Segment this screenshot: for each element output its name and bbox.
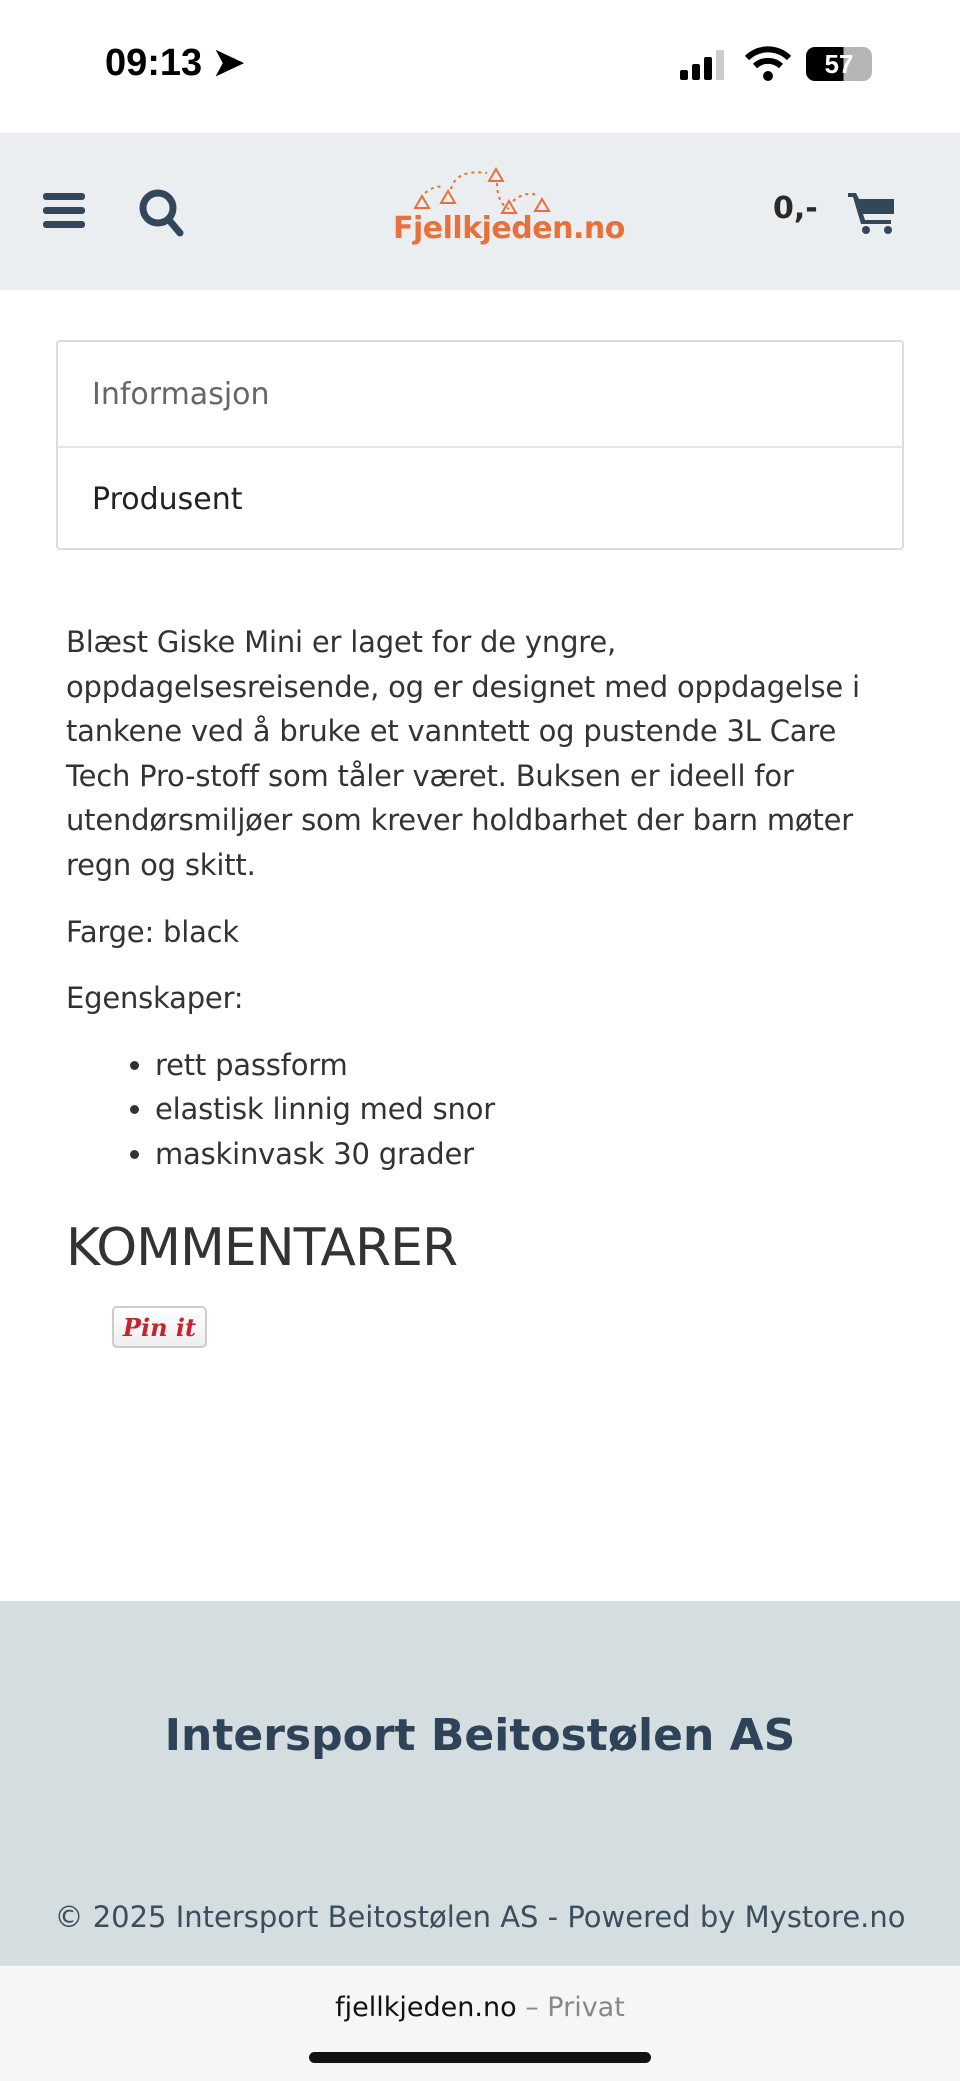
private-mode-label: Privat — [547, 1992, 625, 2023]
cart-total[interactable]: 0,- — [773, 191, 818, 226]
pinterest-pin-button[interactable]: Pin it — [112, 1306, 207, 1348]
wifi-icon — [745, 46, 791, 82]
tab-produsent[interactable]: Produsent — [58, 446, 902, 550]
feature-item: • rett passform — [155, 1043, 906, 1088]
browser-bar — [0, 1965, 960, 2081]
footer-title: Intersport Beitostølen AS — [164, 1710, 796, 1761]
logo-mountains-icon — [385, 163, 595, 218]
site-header — [0, 133, 960, 290]
logo-text: Fjellkjeden.no — [393, 211, 625, 246]
footer-copyright: © 2025 Intersport Beitostølen AS - Powered by Mystore.no — [54, 1900, 906, 1934]
menu-icon[interactable] — [43, 193, 85, 229]
site-logo[interactable] — [385, 163, 625, 253]
product-tabs — [56, 340, 904, 550]
status-bar — [0, 0, 960, 133]
features-list — [155, 1043, 906, 1177]
search-icon[interactable] — [138, 188, 186, 238]
time-text: 09:13 — [105, 42, 203, 84]
battery-level: 57 — [824, 49, 854, 79]
tab-informasjon[interactable]: Informasjon — [92, 376, 270, 412]
home-indicator[interactable] — [309, 2052, 651, 2063]
browser-url[interactable] — [0, 1992, 960, 2023]
location-icon: ➤ — [212, 42, 245, 84]
color-text: Farge: black — [66, 914, 240, 949]
comments-heading: KOMMENTARER — [66, 1218, 458, 1278]
url-domain: fjellkjeden.no — [335, 1992, 517, 2023]
product-description — [66, 620, 906, 1177]
battery-icon — [806, 47, 872, 81]
feature-item: • elastisk linnig med snor — [155, 1087, 906, 1132]
clock — [105, 40, 245, 85]
url-separator: – — [516, 1992, 548, 2023]
signal-icon — [680, 50, 730, 80]
feature-item: • maskinvask 30 grader — [155, 1132, 906, 1177]
features-label: Egenskaper: — [66, 981, 244, 1016]
description-text: Blæst Giske Mini er laget for de yngre, oppdagelsesreisende, og er designet med oppdagelse i tankene ved å bruke et vanntett og pustende 3L Care Tech Pro-stoff som tåler været. Buksen er ideell for utendørsmiljøer som krever holdbarhet der barn møter regn og skitt. — [66, 625, 860, 882]
cart-icon[interactable] — [848, 190, 896, 236]
